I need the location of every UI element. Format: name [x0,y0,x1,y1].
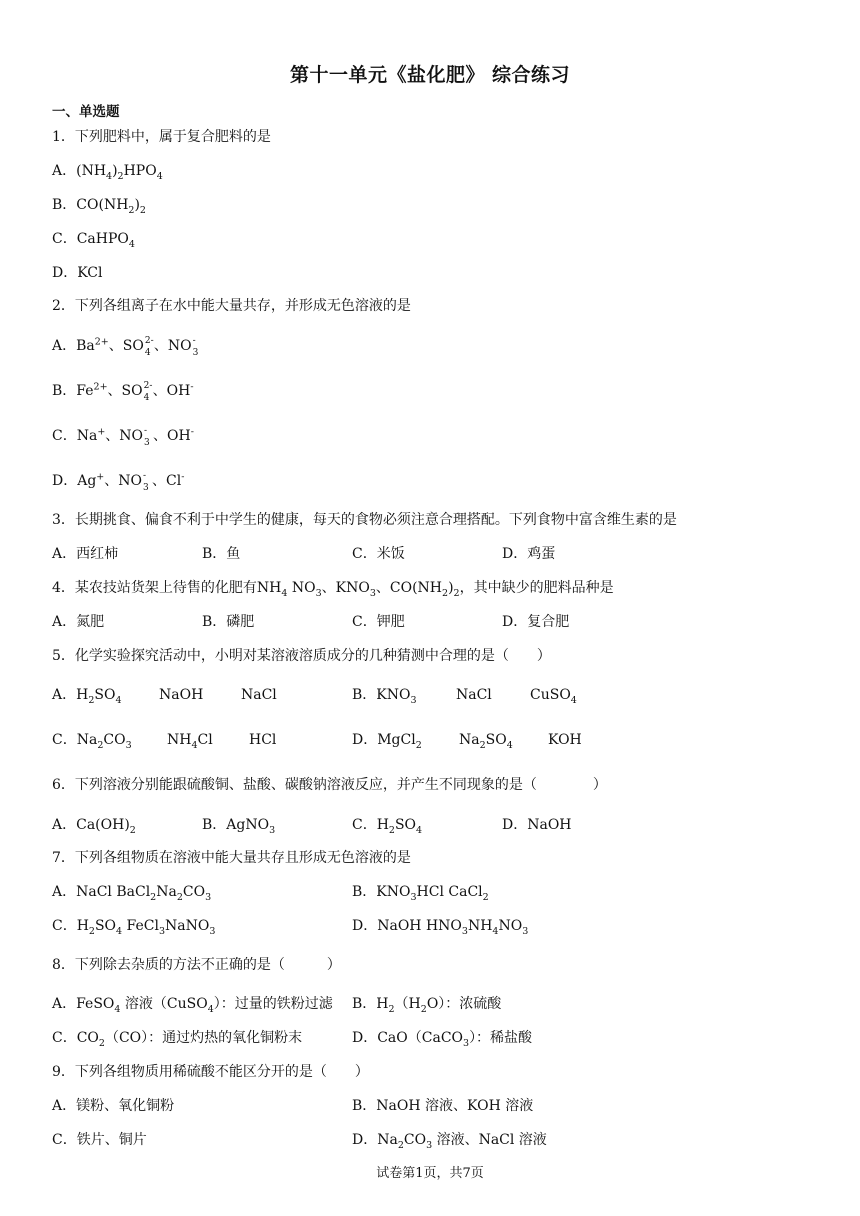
q9-option-c: C．铁片、铜片 [52,1132,147,1148]
q3-stem: 3．长期挑食、偏食不利于中学生的健康，每天的食物必须注意合理搭配。下列食物中富含维生素的是 [52,512,677,528]
q4-option-d: D．复合肥 [502,614,570,630]
q8-option-d: D．CaO（CaCO$_3$）：稀盐酸 [352,1030,533,1049]
q5-option-b-item: CuSO$_4$ [530,687,577,706]
q8-option-b: B．$H_2(H_2O)$：浓硫酸 [352,996,502,1015]
q5-option-d-item: KOH [548,732,582,748]
q2-stem: 2．下列各组离子在水中能大量共存，并形成无色溶液的是 [52,298,411,314]
q9-stem: 9．下列各组物质用稀硫酸不能区分开的是（ ） [52,1064,369,1080]
q6-option-b: B．AgNO$_3$ [202,817,276,836]
section-heading: 一、单选题 [52,104,120,120]
q9-option-a: A．镁粉、氧化铜粉 [52,1098,175,1114]
q5-option-a: A．$H_2SO_4$ [52,687,122,706]
q4-option-c: C．钾肥 [352,614,405,630]
q8-option-a: A．FeSO$_4$ 溶液（CuSO$_4$）：过量的铁粉过滤 [52,996,333,1015]
q3-option-d: D．鸡蛋 [502,546,556,562]
q1-option-d: D．KCl [52,265,103,281]
q2-option-c: C．Na+、NO - 3 、OH- [52,426,194,448]
q5-stem: 5．化学实验探究活动中，小明对某溶液溶质成分的几种猜测中合理的是（ ） [52,648,551,664]
q6-stem: 6．下列溶液分别能跟硫酸铜、盐酸、碳酸钠溶液反应，并产生不同现象的是（ ） [52,777,607,793]
q5-option-d-item: $Na_2SO_4$ [459,732,513,751]
q7-option-b: B．$KNO_3HCl$ CaCl$_2$ [352,884,489,903]
q1-stem: 1．下列肥料中，属于复合肥料的是 [52,129,271,145]
q6-option-d: D．NaOH [502,817,572,833]
q5-option-c: C．$Na_2CO_3$ [52,732,132,751]
q7-option-c: C．$H_2SO_4$ FeCl$_3$NaNO$_3$ [52,918,216,937]
q9-option-b: B．NaOH 溶液、KOH 溶液 [352,1098,534,1114]
q1-option-b: B．$CO(NH_2)_2$ [52,197,146,216]
q1-option-a: A．$(NH_4)_2HPO_4$ [52,163,163,182]
q8-option-c: C．$CO_2(CO)$：通过灼热的氧化铜粉末 [52,1030,303,1049]
q2-option-d: D．Ag+、NO - 3 、Cl- [52,471,185,493]
q8-stem: 8．下列除去杂质的方法不正确的是（ ） [52,957,341,973]
q2-option-a: A．$Ba^{2+}$、SO 2- 4 、NO - 3 [52,336,199,358]
q3-option-a: A．西红柿 [52,546,119,562]
q5-option-c-item: HCl [249,732,277,748]
page-footer: 试卷第1页，共7页 [376,1166,484,1181]
q5-option-a-item: NaOH [159,687,204,703]
q1-option-c: C．CaHPO$_4$ [52,231,135,250]
q5-option-a-item: NaCl [241,687,277,703]
q4-option-b: B．磷肥 [202,614,255,630]
q2-option-b: B．$Fe^{2+}$、SO 2- 4 、OH- [52,381,194,403]
q7-option-d: D．NaOH $HNO_3NH_4NO_3$ [352,918,529,937]
q3-option-b: B．鱼 [202,546,241,562]
q5-option-b: B．$KNO_3$ [352,687,417,706]
q9-option-d: D．$Na_2CO_3$ 溶液、NaCl 溶液 [352,1132,547,1151]
q5-option-b-item: NaCl [456,687,492,703]
q7-option-a: A．NaCl $BaCl_2Na_2CO_3$ [52,884,212,903]
q4-option-a: A．氮肥 [52,614,105,630]
q5-option-c-item: $NH_4Cl$ [167,732,213,751]
q4-stem: 4．某农技站货架上待售的化肥有$NH_4$ $NO_3$、$KNO_3$、$CO(NH_2)_2$，其中缺少的肥料品种是 [52,580,614,599]
q6-option-c: C．$H_2SO_4$ [352,817,423,836]
q7-stem: 7．下列各组物质在溶液中能大量共存且形成无色溶液的是 [52,850,411,866]
q6-option-a: A．$Ca(OH)_2$ [52,817,136,836]
q3-option-c: C．米饭 [352,546,405,562]
q5-option-d: D．MgCl$_2$ [352,732,422,751]
page-title: 第十一单元《盐化肥》 综合练习 [289,64,571,86]
